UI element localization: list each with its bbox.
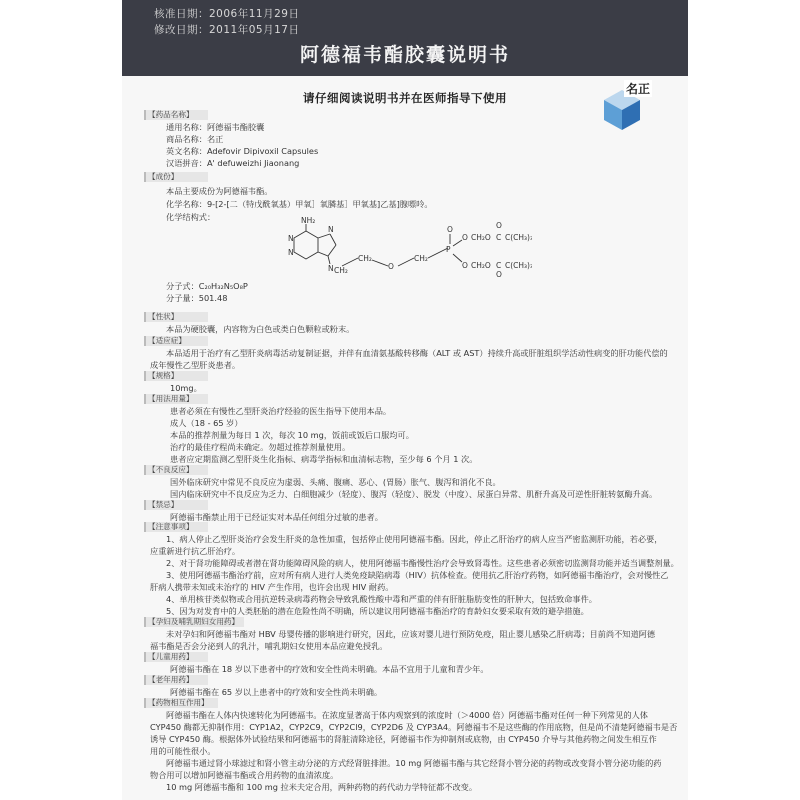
section-header-usage: 【用法用量】 [146, 394, 208, 404]
pregnancy-line-1: 未对孕妇和阿德福韦酯对 HBV 母婴传播的影响进行研究，因此，应该对婴儿进行预防免疫，阻止婴儿感染乙肝病毒；目前尚不知道阿德 [166, 629, 656, 639]
chemical-name: 化学名称：9-[2-[二（特戊酰氧基）甲氧］氧膦基］甲氧基]乙基]腺嘌呤。 [166, 199, 433, 209]
precautions-line-4: 3、使用阿德福韦酯治疗前，应对所有病人进行人类免疫缺陷病毒（HIV）抗体检查。使用抗乙肝治疗药物，如阿德福韦酯治疗，会对慢性乙 [166, 570, 669, 580]
ether-o-label: O [388, 262, 394, 271]
trade-name: 商品名称：名正 [166, 134, 224, 144]
section-header-adverse: 【不良反应】 [146, 465, 208, 475]
character-text: 本品为硬胶囊，内容物为白色或类白色颗粒或粉末。 [166, 324, 355, 334]
contraindication-text: 阿德福韦酯禁止用于已经证实对本品任何组分过敏的患者。 [170, 512, 383, 522]
tbutyl-label-bottom: C(CH₃)₃ [505, 261, 532, 270]
interactions-line-3: 诱导 CYP450 酶。根据体外试验结果和阿德福韦的肾脏清除途径，阿德福韦作为抑制剂或底物，由 CYP450 介导与其他药物之间发生相互作 [150, 734, 657, 744]
molecular-weight: 分子量：501.48 [166, 293, 228, 303]
phosphorus-label: P [446, 245, 451, 254]
interactions-line-2: CYP450 酶都无抑制作用：CYP1A2，CYP2C9，CYP2Cl9，CYP2D6 及 CYP3A4。阿德福韦不是这些酶的作用底物，但是尚不清楚阿德福韦是否 [150, 722, 678, 732]
carbonyl-c-label-bottom: C [496, 261, 502, 270]
usage-line-2: 成人（18 - 65 岁） [170, 418, 243, 428]
section-header-spec: 【规格】 [146, 371, 208, 381]
revision-date: 修改日期：2011年05月17日 [154, 24, 300, 36]
precautions-line-5: 肝病人携带未知或未治疗的 HIV 产生作用，也许会出现 HIV 耐药。 [150, 582, 394, 592]
precautions-line-2: 应重新进行抗乙肝治疗。 [150, 546, 241, 556]
interactions-line-4: 用的可能性很小。 [150, 746, 216, 756]
ring-n-label-2: N [288, 248, 294, 257]
ester-o-label-top: O [462, 233, 468, 242]
structure-label: 化学结构式： [166, 212, 216, 222]
leaflet-sheet [122, 0, 688, 800]
interactions-line-1: 阿德福韦酯在人体内快速转化为阿德福韦。在浓度显著高于体内观察到的浓度时（＞4000 倍）阿德福韦酯对任何一种下列常见的人体 [166, 710, 648, 720]
precautions-line-3: 2、对于肾功能障碍或者潜在肾功能障碍风险的病人，使用阿德福韦酯慢性治疗会导致肾毒性。这些患者必须密切监测肾功能并适当调整剂量。 [166, 558, 679, 568]
interactions-line-5: 阿德福韦通过肾小球滤过和肾小管主动分泌的方式经肾脏排泄。10 mg 阿德福韦酯与其它经肾小管分泌的药物或改变肾小管分泌功能的药 [166, 758, 662, 768]
tbutyl-label-top: C(CH₃)₃ [505, 233, 532, 242]
subtitle: 请仔细阅读说明书并在医师指导下使用 [303, 91, 507, 105]
adverse-line-2: 国内临床研究中不良反应为乏力、白细胞减少（轻度）、腹泻（轻度）、脱发（中度）、尿蛋白异常、肌酐升高及可逆性肝脏转氨酶升高。 [170, 489, 658, 499]
usage-line-1: 患者必须在有慢性乙型肝炎治疗经验的医生指导下使用本品。 [170, 406, 392, 416]
chemical-structure [272, 216, 532, 282]
ester-o-label-bottom: O [462, 261, 468, 270]
spec-text: 10mg。 [170, 383, 202, 393]
ch2o-label-top: CH₂O [471, 233, 491, 242]
carbonyl-o-label-top: O [496, 221, 502, 230]
section-header-character: 【性状】 [146, 312, 208, 322]
section-header-children: 【儿童用药】 [146, 652, 208, 662]
phosphoryl-o-label: O [447, 225, 453, 234]
english-name: 英文名称：Adefovir Dipivoxil Capsules [166, 146, 319, 156]
indications-line-1: 本品适用于治疗有乙型肝炎病毒活动复制证据，并伴有血清氨基酸转移酶（ALT 或 AST）持续升高或肝脏组织学活动性病变的肝功能代偿的 [166, 348, 668, 358]
adverse-line-1: 国外临床研究中常见不良反应为虚弱、头痛、腹痛、恶心、(胃肠）胀气、腹泻和消化不良。 [170, 477, 501, 487]
section-header-composition: 【成份】 [146, 172, 208, 182]
ring-n-label-3: N [328, 225, 334, 234]
section-header-contraindication: 【禁忌】 [146, 500, 208, 510]
generic-name: 通用名称：阿德福韦酯胶囊 [166, 122, 265, 132]
approval-date: 核准日期：2006年11月29日 [154, 8, 300, 20]
logo-text: 名正 [625, 82, 650, 96]
pregnancy-line-2: 福韦酯是否会分泌到人的乳汁，哺乳期妇女使用本品应避免授乳。 [150, 641, 388, 651]
document-title: 阿德福韦酯胶囊说明书 [299, 44, 510, 66]
amine-label: NH₂ [301, 216, 316, 225]
section-header-elderly: 【老年用药】 [146, 675, 208, 685]
ethyl-ch2-label: CH₂ [334, 266, 348, 275]
methylene-ch2-label: CH₂ [414, 254, 428, 263]
pinyin-name: 汉语拼音：A' defuweizhi Jiaonang [166, 158, 300, 168]
precautions-line-1: 1、病人停止乙型肝炎治疗会发生肝炎的急性加重，包括停止使用阿德福韦酯。因此，停止乙肝治疗的病人应当严密监测肝功能，若必要， [166, 534, 663, 544]
interactions-line-6: 物合用可以增加阿德福韦酯或合用药物的血清浓度。 [150, 770, 339, 780]
section-header-drug-name: 【药品名称】 [146, 110, 208, 120]
usage-line-5: 患者应定期监测乙型肝炎生化指标、病毒学指标和血清标志物，至少每 6 个月 1 次。 [170, 454, 478, 464]
molecular-formula: 分子式：C₂₀H₃₂N₅O₈P [166, 281, 248, 291]
indications-line-2: 成年慢性乙型肝炎患者。 [150, 360, 241, 370]
section-header-precautions: 【注意事项】 [146, 522, 208, 532]
elderly-text: 阿德福韦酯在 65 岁以上患者中的疗效和安全性尚未明确。 [170, 687, 383, 697]
ring-n-label-1: N [288, 234, 294, 243]
precautions-line-7: 5、因为对发育中的人类胚胎的潜在危险性尚不明确，所以建议用阿德福韦酯治疗的育龄妇女要采取有效的避孕措施。 [166, 606, 589, 616]
composition-main: 本品主要成份为阿德福韦酯。 [166, 186, 273, 196]
precautions-line-6: 4、单用核苷类似物或合用抗逆转录病毒药物会导致乳酸性酸中毒和严重的伴有肝脏脂肪变性的肝肿大，包括致命事件。 [166, 594, 597, 604]
usage-line-3: 本品的推荐剂量为每日 1 次，每次 10 mg，饭前或饭后口服均可。 [170, 430, 414, 440]
section-header-interactions: 【药物相互作用】 [146, 698, 218, 708]
adefovir-structure-diagram [272, 216, 532, 278]
usage-line-4: 治疗的最佳疗程尚未确定。勿超过推荐剂量使用。 [170, 442, 351, 452]
section-header-indications: 【适应症】 [146, 336, 208, 346]
ethyl-ch2-label-2: CH₂ [358, 254, 372, 263]
ring-n-label-4: N [328, 264, 334, 273]
carbonyl-c-label-top: C [496, 233, 502, 242]
carbonyl-o-label-bottom: O [496, 270, 502, 278]
children-text: 阿德福韦酯在 18 岁以下患者中的疗效和安全性尚未明确。本品不宜用于儿童和青少年。 [170, 664, 489, 674]
ch2o-label-bottom: CH₂O [471, 261, 491, 270]
section-header-pregnancy: 【孕妇及哺乳期妇女用药】 [146, 617, 244, 627]
title-banner [122, 0, 688, 76]
interactions-line-7: 10 mg 阿德福韦酯和 100 mg 拉米夫定合用，两种药物的药代动力学特征都不改变。 [166, 782, 478, 792]
